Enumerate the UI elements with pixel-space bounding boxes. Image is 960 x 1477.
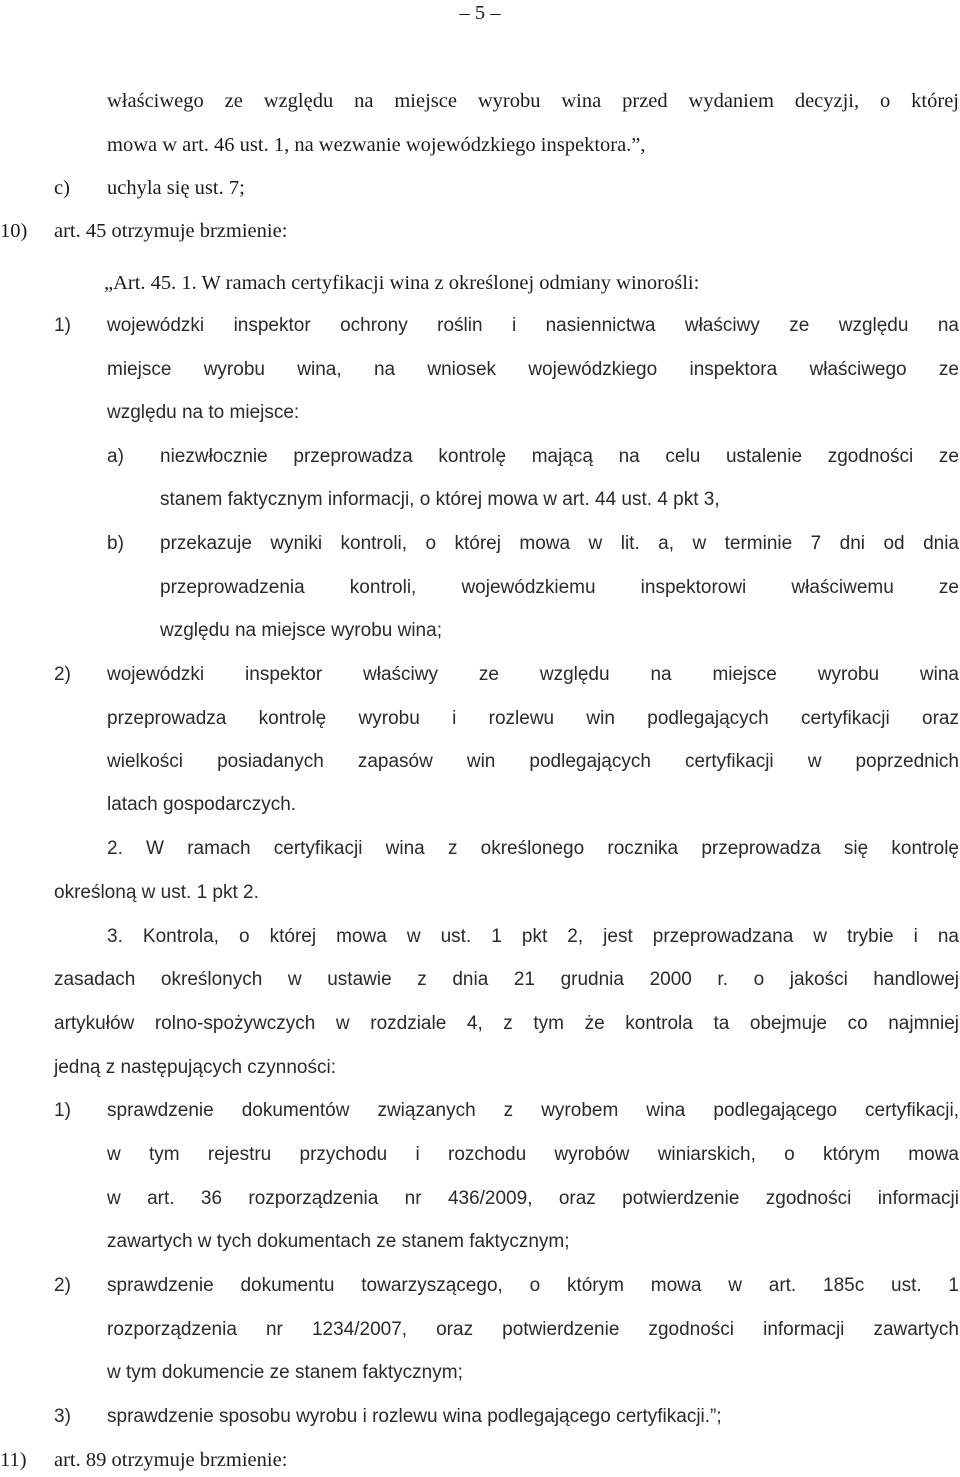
text-line: artykułów rolno-spożywczych w rozdziale 4, z tym że kontrola ta obejmuje co najmniej xyxy=(54,1013,959,1034)
text-line: w art. 36 rozporządzenia nr 436/2009, oraz potwierdzenie zgodności informacji xyxy=(107,1188,959,1209)
text-line: właściwego ze względu na miejsce wyrobu wina przed wydaniem decyzji, o której xyxy=(107,90,959,112)
text-line: 3. Kontrola, o której mowa w ust. 1 pkt 2, jest przeprowadzana w trybie i na xyxy=(107,926,959,947)
text-line: zasadach określonych w ustawie z dnia 21 grudnia 2000 r. o jakości handlowej xyxy=(54,969,959,990)
list-marker: a) xyxy=(107,446,124,467)
text-line: wielkości posiadanych zapasów win podlegających certyfikacji w poprzednich xyxy=(107,751,959,772)
text-line: względu na miejsce wyrobu wina; xyxy=(160,620,442,641)
text-line: miejsce wyrobu wina, na wniosek wojewódzkiego inspektora właściwego ze xyxy=(107,359,959,380)
text-line: przeprowadzenia kontroli, wojewódzkiemu inspektorowi właściwemu ze xyxy=(160,577,959,598)
list-marker: 11) xyxy=(0,1449,27,1471)
text-line: zawartych w tych dokumentach ze stanem faktycznym; xyxy=(107,1231,570,1252)
list-marker: 3) xyxy=(54,1406,71,1427)
list-marker: 2) xyxy=(54,1275,71,1296)
text-line: określoną w ust. 1 pkt 2. xyxy=(54,882,259,903)
list-marker: 1) xyxy=(54,1100,71,1121)
list-marker: 10) xyxy=(0,220,28,242)
text-line: art. 45 otrzymuje brzmienie: xyxy=(54,220,288,242)
text-line: sprawdzenie dokumentów związanych z wyrobem wina podlegającego certyfikacji, xyxy=(107,1100,959,1121)
list-marker: c) xyxy=(54,177,70,199)
text-line: mowa w art. 46 ust. 1, na wezwanie wojewódzkiego inspektora.”, xyxy=(107,134,646,156)
text-line: sprawdzenie dokumentu towarzyszącego, o którym mowa w art. 185c ust. 1 xyxy=(107,1275,959,1296)
text-line: art. 89 otrzymuje brzmienie: xyxy=(54,1449,288,1471)
text-line: wojewódzki inspektor właściwy ze względu na miejsce wyrobu wina xyxy=(107,664,959,685)
text-line: wojewódzki inspektor ochrony roślin i nasiennictwa właściwy ze względu na xyxy=(107,315,959,336)
text-line: „Art. 45. 1. W ramach certyfikacji wina z określonej odmiany winorośli: xyxy=(104,272,700,294)
page-number: – 5 – xyxy=(459,2,501,24)
text-line: 2. W ramach certyfikacji wina z określonego rocznika przeprowadza się kontrolę xyxy=(107,838,959,859)
text-line: uchyla się ust. 7; xyxy=(107,177,245,199)
text-line: przekazuje wyniki kontroli, o której mowa w lit. a, w terminie 7 dni od dnia xyxy=(160,533,959,554)
text-line: w tym rejestru przychodu i rozchodu wyrobów winiarskich, o którym mowa xyxy=(107,1144,959,1165)
list-marker: 2) xyxy=(54,664,71,685)
text-line: w tym dokumencie ze stanem faktycznym; xyxy=(107,1362,463,1383)
text-line: sprawdzenie sposobu wyrobu i rozlewu wina podlegającego certyfikacji.”; xyxy=(107,1406,722,1427)
text-line: niezwłocznie przeprowadza kontrolę mającą na celu ustalenie zgodności ze xyxy=(160,446,959,467)
text-line: rozporządzenia nr 1234/2007, oraz potwierdzenie zgodności informacji zawartych xyxy=(107,1319,959,1340)
text-line: stanem faktycznym informacji, o której mowa w art. 44 ust. 4 pkt 3, xyxy=(160,489,720,510)
list-marker: 1) xyxy=(54,315,71,336)
text-line: względu na to miejsce: xyxy=(107,402,300,423)
text-line: przeprowadza kontrolę wyrobu i rozlewu win podlegających certyfikacji oraz xyxy=(107,708,959,729)
text-line: latach gospodarczych. xyxy=(107,794,297,815)
list-marker: b) xyxy=(107,533,124,554)
text-line: jedną z następujących czynności: xyxy=(54,1057,336,1078)
